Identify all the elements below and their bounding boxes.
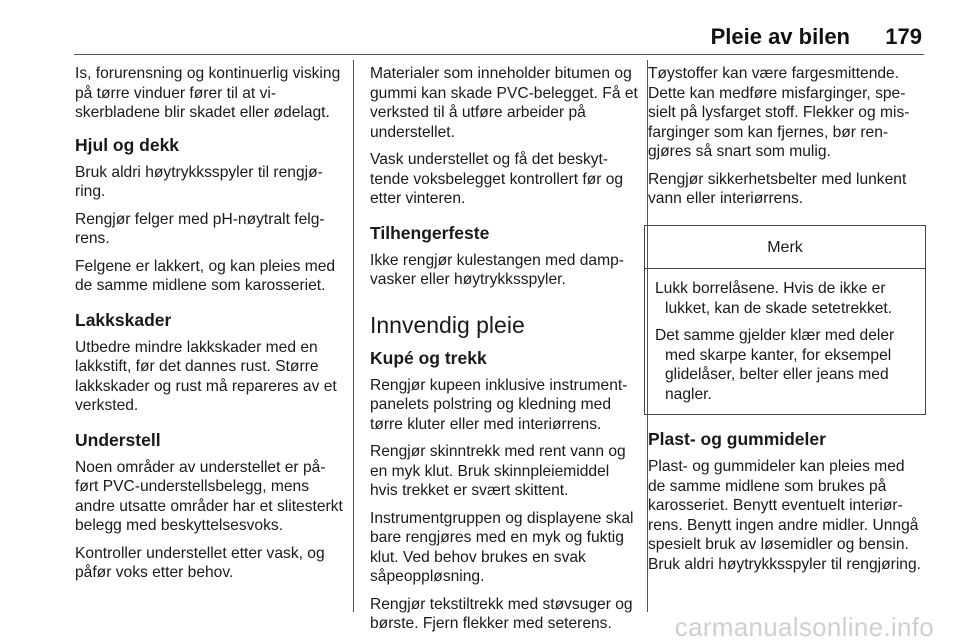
note-title: Merk bbox=[645, 226, 925, 270]
paragraph: Plast- og gummideler kan pleies med de samme midlene som brukes på karosseriet. Benytt eventuelt interiørrens. Benytt ingen andre midler. Unngå spesielt bruk av løsemidler og bensin. Bruk aldri høytrykksspyler til rengjøring. bbox=[648, 458, 921, 573]
page-number: 179 bbox=[885, 24, 922, 49]
column-right bbox=[648, 64, 926, 582]
paragraph: Bruk aldri høytrykksspyler til rengjøring. bbox=[75, 163, 323, 200]
paragraph: Materialer som inneholder bitumen og gummi kan skade PVC-belegget. Få et verksted til å utføre arbeider på understellet. bbox=[370, 65, 638, 141]
paragraph: Instrumentgruppen og displayene skal bare rengjøres med en myk og fuktig klut. Ved behov brukes en svak såpeoppløsning. bbox=[370, 509, 634, 585]
note-body bbox=[645, 269, 925, 414]
paragraph: Felgene er lakkert, og kan pleies med de samme midlene som karosseriet. bbox=[75, 257, 336, 294]
column-left bbox=[75, 64, 343, 591]
paragraph: Tøystoffer kan være fargesmittende. Dette kan medføre misfarginger, spesielt på lysfarget stoff. Flekker og misfarginger som kan fjernes, bør rengjøres så snart som mulig. bbox=[648, 65, 910, 160]
note-paragraph: Det samme gjelder klær med deler med skarpe kanter, for eksempel glidelåser, belter eller jeans med nagler. bbox=[655, 327, 895, 403]
watermark: carmanualsonline.info bbox=[674, 612, 934, 642]
column-divider bbox=[353, 60, 354, 612]
paragraph: Kontroller understellet etter vask, og påfør voks etter behov. bbox=[75, 544, 325, 581]
paragraph: Rengjør kupeen inklusive instrumentpanelets polstring og kledning med tørre kluter eller med interiørrens. bbox=[370, 376, 628, 433]
heading-underbody: Understell bbox=[75, 429, 161, 450]
heading-towbar: Tilhengerfeste bbox=[370, 222, 490, 243]
header-rule bbox=[74, 54, 924, 55]
heading-cabin-upholstery: Kupé og trekk bbox=[370, 347, 487, 368]
paragraph: Rengjør felger med pH-nøytralt felgrens. bbox=[75, 210, 325, 247]
heading-interior-care: Innvendig pleie bbox=[370, 311, 525, 338]
paragraph: Utbedre mindre lakkskader med en lakkstift, før det dannes rust. Større lakkskader og rust må repareres av et verksted. bbox=[75, 338, 337, 414]
note-paragraph: Lukk borrelåsene. Hvis de ikke er lukket, kan de skade setetrekket. bbox=[655, 280, 893, 317]
column-middle bbox=[370, 64, 638, 642]
paragraph: Vask understellet og få det beskyttende voksbelegget kontrollert før og etter vinteren. bbox=[370, 151, 624, 207]
page-header bbox=[0, 0, 960, 54]
paragraph: Rengjør tekstiltrekk med støvsuger og børste. Fjern flekker med seterens. bbox=[370, 595, 633, 632]
heading-paint-damage: Lakkskader bbox=[75, 309, 172, 330]
paragraph: Is, forurensning og kontinuerlig visking på tørre vinduer fører til at viskerbladene blir skadet eller ødelagt. bbox=[75, 65, 341, 121]
paragraph: Noen områder av understellet er påført PVC-understellsbelegg, mens andre utsatte områder har et slitesterkt belegg med beskyttelsesvoks. bbox=[75, 458, 343, 534]
note-box bbox=[644, 225, 926, 416]
paragraph: Rengjør skinntrekk med rent vann og en myk klut. Bruk skinnpleiemiddel hvis trekket er svært skittent. bbox=[370, 443, 626, 499]
section-title: Pleie av bilen bbox=[710, 24, 850, 49]
heading-plastic-rubber: Plast- og gummideler bbox=[648, 429, 826, 449]
heading-wheels: Hjul og dekk bbox=[75, 134, 180, 155]
paragraph: Ikke rengjør kulestangen med dampvasker eller høytrykksspyler. bbox=[370, 251, 624, 288]
paragraph: Rengjør sikkerhetsbelter med lunkent vann eller interiørrens. bbox=[648, 170, 907, 207]
